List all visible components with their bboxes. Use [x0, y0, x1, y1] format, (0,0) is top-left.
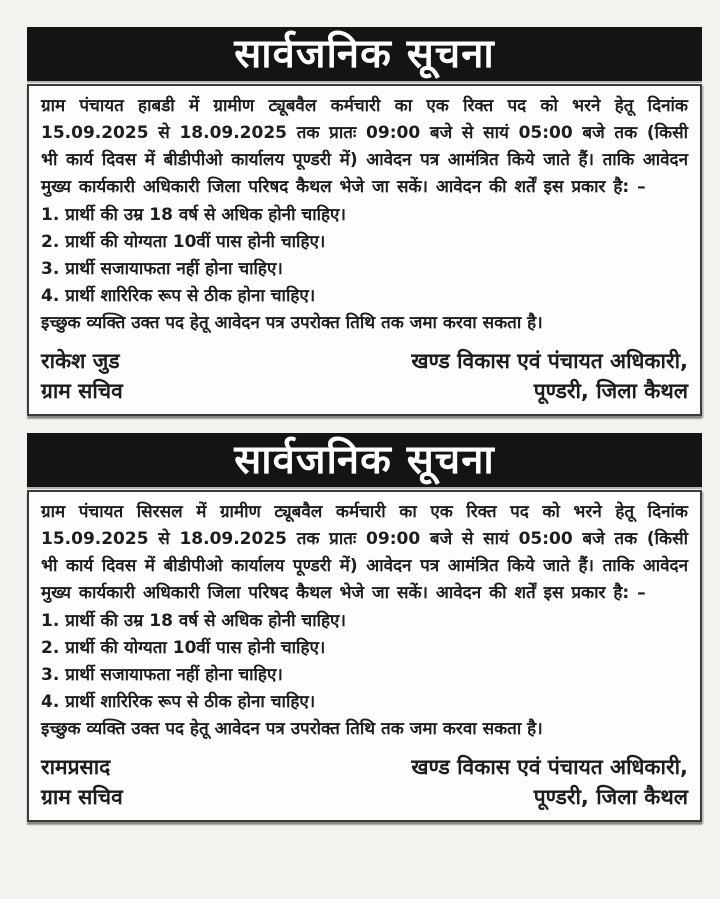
signatory-name: रामप्रसाद [41, 755, 111, 779]
notice-1-signature-row [41, 346, 688, 406]
notice-2-issuing-officer [411, 752, 688, 812]
notice-2-signatory [41, 752, 123, 812]
notice-1 [27, 27, 702, 416]
officer-title-line: खण्ड विकास एवं पंचायत अधिकारी, [411, 349, 688, 373]
notice-2-closing-line: इच्छुक व्यक्ति उक्त पद हेतू आवेदन पत्र उपरोक्त तिथि तक जमा करवा सकता है। [41, 719, 543, 739]
officer-title-line: खण्ड विकास एवं पंचायत अधिकारी, [411, 755, 688, 779]
condition-item: 3. प्रार्थी सजायाफता नहीं होना चाहिए। [41, 259, 283, 279]
signatory-designation: ग्राम सचिव [41, 379, 123, 403]
notice-1-closing-line: इच्छुक व्यक्ति उक्त पद हेतू आवेदन पत्र उपरोक्त तिथि तक जमा करवा सकता है। [41, 313, 543, 333]
notice-1-body [27, 84, 702, 416]
notice-2 [27, 433, 702, 822]
condition-item: 3. प्रार्थी सजायाफता नहीं होना चाहिए। [41, 665, 283, 685]
notice-1-issuing-officer [411, 346, 688, 406]
signatory-name: राकेश जुड [41, 349, 120, 373]
condition-item: 2. प्रार्थी की योग्यता 10वीं पास होनी चाहिए। [41, 232, 326, 252]
notice-1-signatory [41, 346, 123, 406]
signatory-designation: ग्राम सचिव [41, 785, 123, 809]
notice-2-conditions-list [41, 608, 688, 716]
notice-2-body [27, 490, 702, 822]
notice-2-title: सार्वजनिक सूचना [27, 433, 702, 487]
condition-item: 1. प्रार्थी की उम्र 18 वर्ष से अधिक होनी चाहिए। [41, 611, 346, 631]
condition-item: 4. प्रार्थी शारिरिक रूप से ठीक होना चाहिए। [41, 692, 316, 712]
notice-2-signature-row [41, 752, 688, 812]
notice-1-conditions-list [41, 202, 688, 310]
officer-location-line: पूण्डरी, जिला कैथल [533, 785, 688, 809]
notice-1-intro-paragraph: ग्राम पंचायत हाबडी में ग्रामीण ट्यूबवैल कर्मचारी का एक रिक्त पद को भरने हेतू दिनांक 15.09.2025 से 18.09.2025 तक प्रातः 09:00 बजे से सायं 05:00 बजे तक (किसी भी कार्य दिवस में बीडीपीओ कार्यालय पूण्डरी में) आवेदन पत्र आमंत्रित किये जाते हैं। ताकि आवेदन मुख्य कार्यकारी अधिकारी जिला परिषद कैथल भेजे जा सकें। आवेदन की शर्तें इस प्रकार है: – [41, 96, 689, 197]
notice-1-title: सार्वजनिक सूचना [27, 27, 702, 81]
notice-2-intro-paragraph: ग्राम पंचायत सिरसल में ग्रामीण ट्यूबवैल कर्मचारी का एक रिक्त पद को भरने हेतू दिनांक 15.09.2025 से 18.09.2025 तक प्रातः 09:00 बजे से सायं 05:00 बजे तक (किसी भी कार्य दिवस में बीडीपीओ कार्यालय पूण्डरी में) आवेदन पत्र आमंत्रित किये जाते हैं। ताकि आवेदन मुख्य कार्यकारी अधिकारी जिला परिषद कैथल भेजे जा सकें। आवेदन की शर्तें इस प्रकार है: – [41, 502, 689, 603]
condition-item: 4. प्रार्थी शारिरिक रूप से ठीक होना चाहिए। [41, 286, 316, 306]
condition-item: 2. प्रार्थी की योग्यता 10वीं पास होनी चाहिए। [41, 638, 326, 658]
condition-item: 1. प्रार्थी की उम्र 18 वर्ष से अधिक होनी चाहिए। [41, 205, 346, 225]
officer-location-line: पूण्डरी, जिला कैथल [533, 379, 688, 403]
